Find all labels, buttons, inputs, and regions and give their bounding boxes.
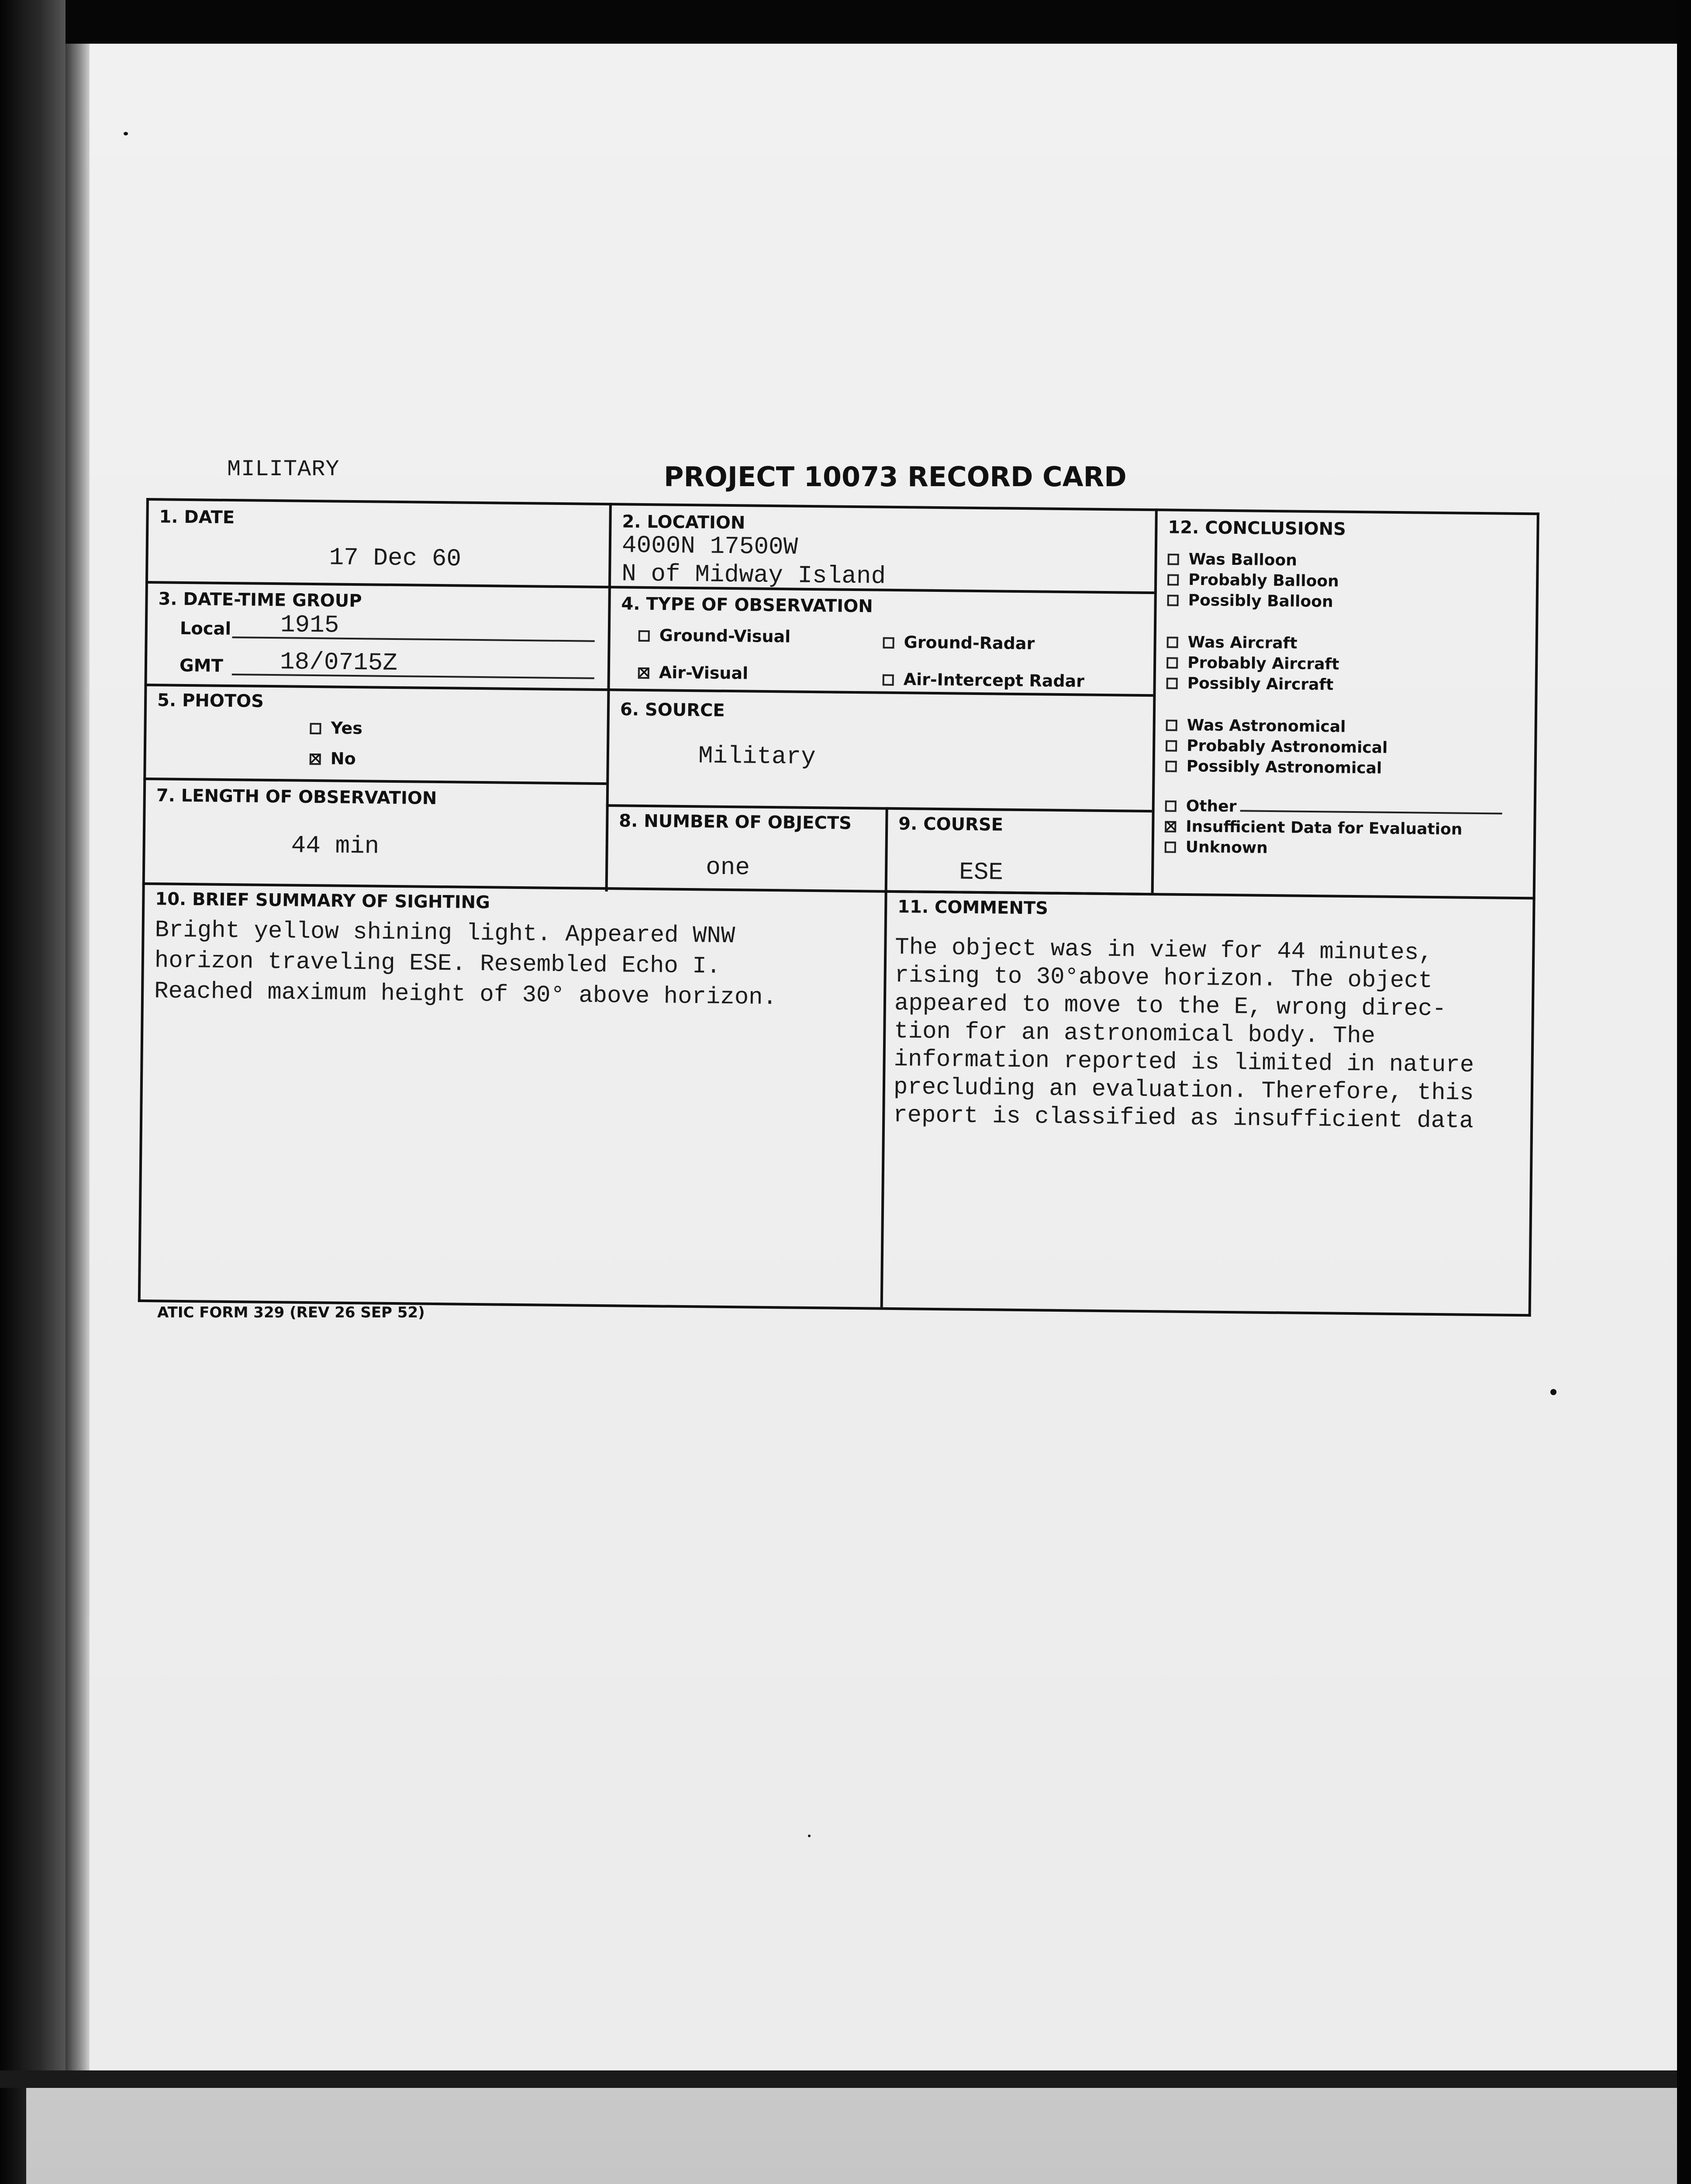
local-time-value: 1915 xyxy=(280,611,339,639)
checkbox-air-visual xyxy=(638,667,649,679)
divider-col-conclusions xyxy=(1151,508,1158,893)
checkbox-possibly-astronomical xyxy=(1166,760,1177,772)
card-title: PROJECT 10073 RECORD CARD xyxy=(664,461,1127,493)
brief-summary-text xyxy=(154,915,778,1013)
divider-objects-course xyxy=(885,807,888,890)
comments-line: report is classified as insufficient data xyxy=(893,1102,1474,1135)
comments-label: 11. COMMENTS xyxy=(897,897,1049,919)
date-time-group-label: 3. DATE-TIME GROUP xyxy=(158,589,362,612)
course-value: ESE xyxy=(959,858,1004,887)
option-air-intercept-radar: Air-Intercept Radar xyxy=(883,670,1085,691)
checkbox-probably-balloon xyxy=(1167,574,1179,585)
category-label: MILITARY xyxy=(227,456,340,482)
conclusion-option-was-balloon xyxy=(1167,550,1297,569)
comments-line: tion for an astronomical body. The xyxy=(894,1018,1376,1050)
comments-text xyxy=(893,934,1475,1136)
conclusion-option-label: Was Aircraft xyxy=(1187,633,1298,653)
conclusion-option-label: Possibly Balloon xyxy=(1188,591,1333,611)
brief-summary-line: horizon traveling ESE. Resembled Echo I. xyxy=(154,947,721,980)
option-photos-yes: Yes xyxy=(310,718,362,738)
date-value: 17 Dec 60 xyxy=(329,543,462,573)
brief-summary-line: Reached maximum height of 30° above horizon. xyxy=(154,978,777,1012)
brief-summary-label: 10. BRIEF SUMMARY OF SIGHTING xyxy=(155,889,490,913)
conclusion-option-label: Probably Balloon xyxy=(1188,570,1339,591)
conclusion-option-possibly-astronomical xyxy=(1165,757,1382,777)
checkbox-probably-astronomical xyxy=(1166,740,1177,751)
option-photos-no: ✕No xyxy=(310,749,356,768)
checkbox-unknown xyxy=(1165,841,1176,853)
course-label: 9. COURSE xyxy=(898,814,1004,835)
comments-line: rising to 30°above horizon. The object xyxy=(894,962,1433,995)
checkbox-possibly-aircraft xyxy=(1166,677,1178,689)
conclusion-option-label: Unknown xyxy=(1185,838,1268,857)
conclusion-option-other xyxy=(1165,797,1502,818)
divider-col1 xyxy=(605,503,612,892)
checkbox-was-balloon xyxy=(1168,553,1179,565)
comments-line: appeared to move to the E, wrong direc- xyxy=(894,990,1447,1023)
checkbox-ground-visual xyxy=(638,630,650,642)
conclusion-option-probably-aircraft xyxy=(1166,653,1339,673)
source-label: 6. SOURCE xyxy=(620,699,725,721)
checkbox-photos-yes xyxy=(310,723,321,734)
speck-mark xyxy=(808,1835,811,1837)
checkbox-was-aircraft xyxy=(1167,636,1178,648)
option-air-visual: ✕Air-Visual xyxy=(638,663,749,683)
other-fill-line xyxy=(1240,810,1502,814)
conclusion-option-possibly-aircraft xyxy=(1166,674,1333,694)
number-of-objects-value: one xyxy=(705,853,750,882)
conclusion-option-was-aircraft xyxy=(1166,633,1297,652)
checkbox-photos-no xyxy=(310,753,321,765)
checkbox-insufficient-data-for-evaluation xyxy=(1165,821,1176,832)
conclusion-option-label: Insufficient Data for Evaluation xyxy=(1186,817,1463,839)
record-card xyxy=(138,498,1543,1329)
conclusion-option-probably-balloon xyxy=(1167,570,1339,590)
comments-line: The object was in view for 44 minutes, xyxy=(894,934,1433,967)
conclusion-option-label: Was Balloon xyxy=(1188,550,1298,570)
scan-divider xyxy=(0,2070,1691,2088)
conclusion-option-label: Probably Aircraft xyxy=(1187,653,1339,674)
gmt-value: 18/0715Z xyxy=(280,648,398,677)
form-identifier: ATIC FORM 329 (REV 26 SEP 52) xyxy=(157,1304,425,1321)
checkbox-other xyxy=(1165,800,1177,812)
conclusion-option-was-astronomical xyxy=(1166,716,1346,736)
comments-line: information reported is limited in nature xyxy=(894,1046,1474,1079)
conclusion-option-label: Possibly Astronomical xyxy=(1186,757,1382,778)
brief-summary-line: Bright yellow shining light. Appeared WNW xyxy=(155,917,735,950)
photos-label: 5. PHOTOS xyxy=(157,690,264,712)
date-label: 1. DATE xyxy=(159,507,235,528)
location-coordinates: 4000N 17500W xyxy=(621,531,798,561)
checkbox-air-intercept-radar xyxy=(883,674,894,686)
observation-type-label: 4. TYPE OF OBSERVATION xyxy=(621,594,873,617)
conclusions-label: 12. CONCLUSIONS xyxy=(1168,517,1346,539)
conclusion-option-insufficient-data-for-evaluation xyxy=(1165,817,1463,838)
speck-mark xyxy=(1550,1389,1556,1395)
option-ground-visual: Ground-Visual xyxy=(638,625,791,646)
gmt-label: GMT xyxy=(179,655,224,676)
divider-summary-comments xyxy=(880,890,887,1307)
conclusion-option-label: Possibly Aircraft xyxy=(1187,674,1334,694)
scan-border-left xyxy=(0,0,66,2184)
checkbox-probably-aircraft xyxy=(1166,657,1178,668)
conclusion-option-unknown xyxy=(1165,838,1268,857)
comments-line: precluding an evaluation. Therefore, this xyxy=(893,1074,1474,1107)
source-value: Military xyxy=(698,742,816,771)
paper-shadow-edge xyxy=(66,44,90,2070)
checkbox-was-astronomical xyxy=(1166,719,1177,731)
option-ground-radar: Ground-Radar xyxy=(883,632,1035,653)
local-time-label: Local xyxy=(179,618,231,639)
speck-mark xyxy=(124,132,128,135)
number-of-objects-label: 8. NUMBER OF OBJECTS xyxy=(619,811,852,833)
conclusion-option-label: Was Astronomical xyxy=(1187,716,1346,736)
length-of-observation-label: 7. LENGTH OF OBSERVATION xyxy=(156,785,437,809)
conclusion-option-label: Probably Astronomical xyxy=(1186,736,1388,757)
conclusion-option-label: Other xyxy=(1186,797,1237,816)
location-label: 2. LOCATION xyxy=(622,511,745,533)
checkbox-possibly-balloon xyxy=(1167,594,1179,606)
lower-scan-area xyxy=(26,2088,1691,2184)
location-description: N of Midway Island xyxy=(621,560,886,591)
divider-row3-left xyxy=(143,778,606,785)
checkbox-ground-radar xyxy=(883,637,894,649)
conclusion-option-probably-astronomical xyxy=(1166,736,1388,757)
scan-border-right xyxy=(1677,0,1691,2184)
conclusion-option-possibly-balloon xyxy=(1167,591,1333,611)
length-of-observation-value: 44 min xyxy=(291,831,380,860)
